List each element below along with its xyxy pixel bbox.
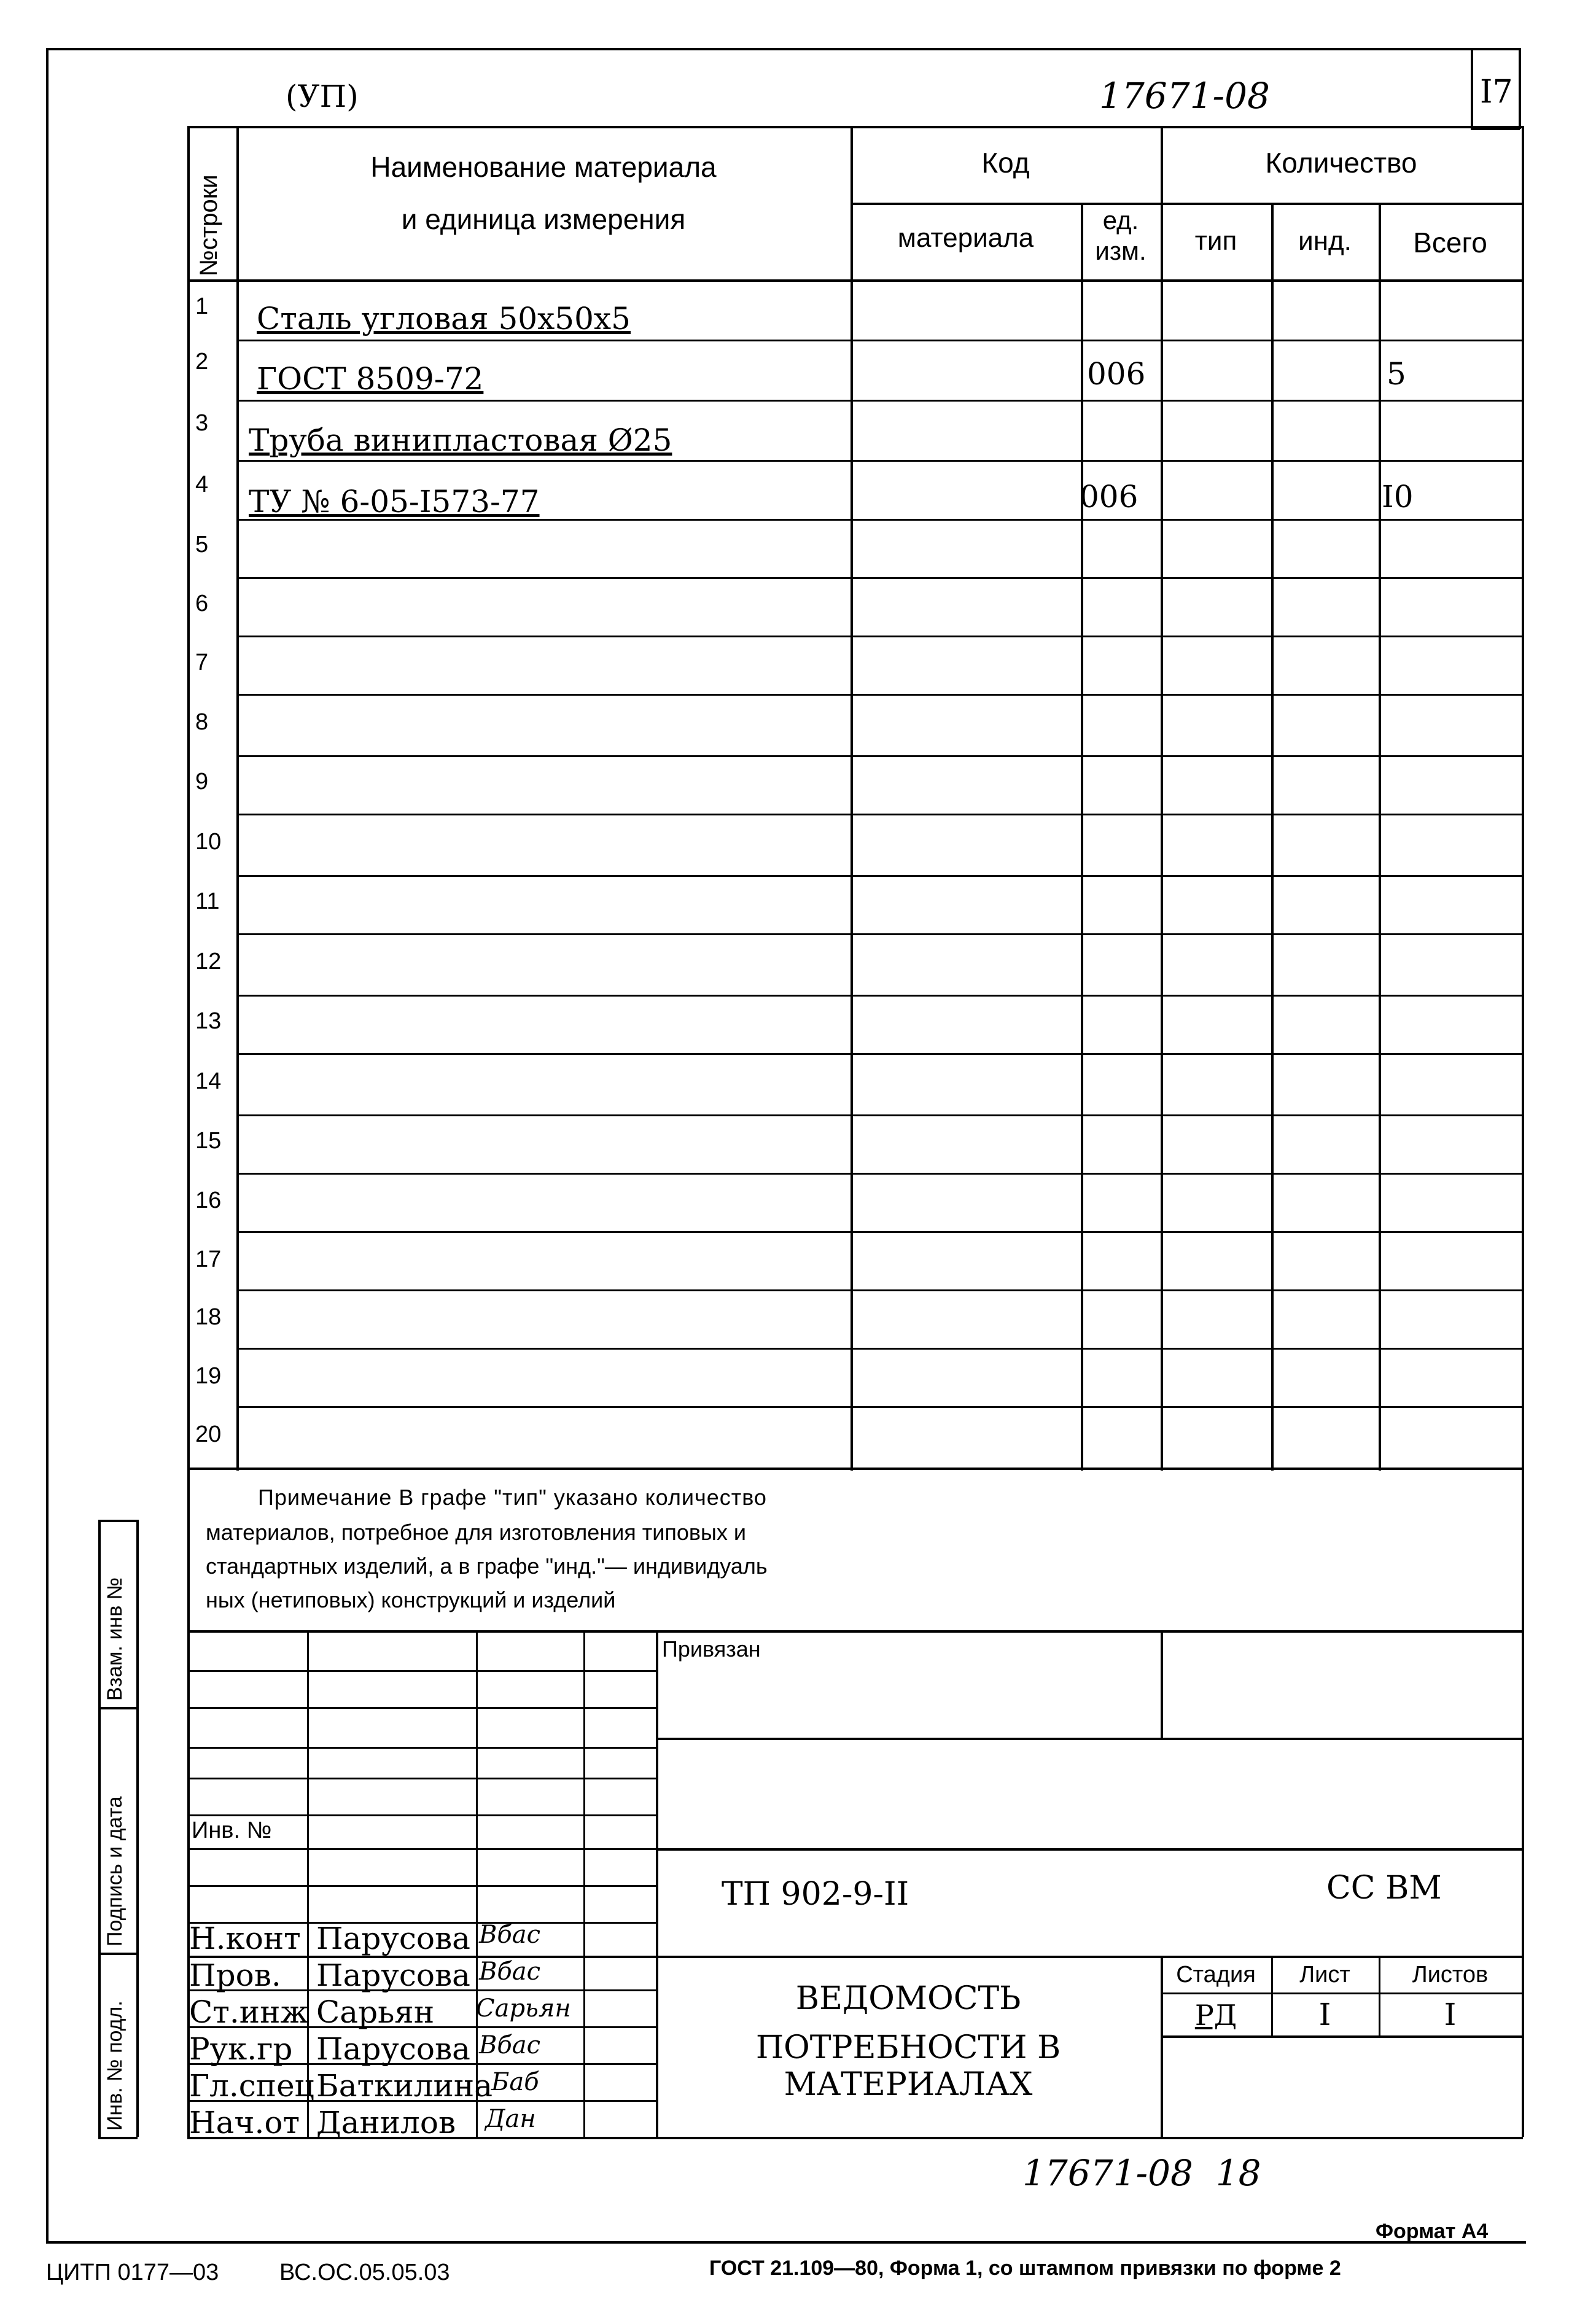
table-row: 10 [195,829,222,855]
side-label-vzam: Взам. инв № [103,1577,127,1701]
stage-label: Стадия [1176,1962,1256,1988]
table-row: 17 [195,1246,222,1272]
table-row: 18 [195,1304,222,1330]
drawing-mark: СС ВМ [1326,1870,1442,1907]
col-code-material-header: материала [897,223,1034,253]
name-prov: Парусова [316,1957,470,1993]
row-2-name: ГОСТ 8509-72 [257,361,484,397]
table-row: 3 [195,410,209,436]
table-row: 4 [195,472,209,497]
col-qty-header: Количество [1265,147,1417,179]
table-row: 12 [195,949,222,974]
role-n-kont: Н.конт [189,1921,301,1956]
table-row: 2 [195,349,209,375]
note-line-3: стандартных изделий, а в графе "инд."— индивидуаль [206,1553,768,1579]
name-st-inzh: Сарьян [316,1994,435,2030]
sheet-label: Лист [1299,1962,1350,1988]
format-label: Формат А4 [1376,2220,1489,2243]
note-line-1: Примечание В графе "тип" указано количество [258,1485,767,1510]
table-row: 5 [195,532,209,558]
inv-no-label: Инв. № [192,1818,272,1843]
col-code-header: Код [981,147,1030,179]
col-code-unit-header-2: изм. [1095,236,1146,265]
col-name-header-2: и единица измерения [401,203,686,235]
table-row: 8 [195,709,209,735]
col-qty-type-header: тип [1194,226,1237,256]
table-row: 11 [195,888,220,914]
row-2-unit: 006 [1087,356,1146,392]
col-qty-ind-header: инд. [1298,226,1352,256]
role-st-inzh: Ст.инж [189,1994,309,2030]
table-row: 16 [195,1188,222,1213]
table-row: 7 [195,650,209,675]
footer-left-2: ВС.ОС.05.05.03 [279,2260,450,2285]
row-1-name: Сталь угловая 50х50х5 [257,301,631,336]
handwritten-doc-ref: 17671-08 18 [1022,2152,1261,2194]
table-row: 9 [195,769,209,795]
col-code-unit-header-1: ед. [1102,206,1139,235]
role-nach-ot: Нач.от [189,2105,300,2140]
row-2-total: 5 [1387,356,1406,392]
note-line-4: ных (нетиповых) конструкций и изделий [206,1587,616,1612]
header-code: (УП) [286,79,359,114]
footer-left-1: ЦИТП 0177—03 [46,2260,219,2285]
signature-ruk-gr: Вбас [479,2031,541,2059]
name-nach-ot: Данилов [316,2105,456,2140]
table-row: 13 [195,1008,222,1034]
sheets-value: I [1444,1997,1457,2032]
row-4-unit: 006 [1080,479,1139,515]
doc-title-line-1: ВЕДОМОСТЬ [795,1980,1021,2017]
privyazan-label: Привязан [662,1636,761,1662]
signature-gl-spec: Баб [491,2068,539,2096]
stage-value: РД [1194,1999,1237,2032]
col-name-header-1: Наименование материала [370,151,717,183]
col-qty-total-header: Всего [1413,227,1487,259]
name-n-kont: Парусова [316,1921,470,1956]
side-label-podpis: Подпись и дата [103,1796,127,1946]
signature-nach-ot: Дан [485,2105,536,2133]
side-label-inv-podl: Инв. № подл. [103,2000,127,2131]
table-row: 15 [195,1128,222,1154]
table-row: 14 [195,1068,222,1094]
col-row-no-header: №строки [195,174,222,276]
role-prov: Пров. [189,1957,281,1993]
table-row: 1 [195,294,209,319]
role-ruk-gr: Рук.гр [189,2031,293,2067]
signature-prov: Вбас [479,1957,541,1986]
row-4-name: ТУ № 6-05-I573-77 [249,484,540,519]
row-3-name: Труба винипластовая Ø25 [249,422,672,458]
note-line-2: материалов, потребное для изготовления типовых и [206,1520,747,1545]
signature-n-kont: Вбас [479,1921,541,1949]
row-4-total: I0 [1382,479,1414,515]
sheet-value: I [1318,1997,1331,2032]
name-ruk-gr: Парусова [316,2031,470,2067]
table-row: 19 [195,1363,222,1389]
header-sheet: I7 [1480,74,1513,111]
role-gl-spec: Гл.спец [189,2068,314,2104]
footer-right: ГОСТ 21.109—80, Форма 1, со штампом привязки по форме 2 [709,2257,1341,2280]
doc-title-line-2: ПОТРЕБНОСТИ В МАТЕРИАЛАХ [755,2029,1061,2103]
table-row: 6 [195,591,209,616]
header-doc-number: 17671-08 [1099,75,1270,117]
sheets-label: Листов [1412,1962,1489,1988]
name-gl-spec: Баткилина [316,2068,493,2104]
table-row: 20 [195,1421,222,1447]
project-code: ТП 902-9-II [722,1876,909,1913]
signature-st-inzh: Сарьян [476,1994,571,2023]
